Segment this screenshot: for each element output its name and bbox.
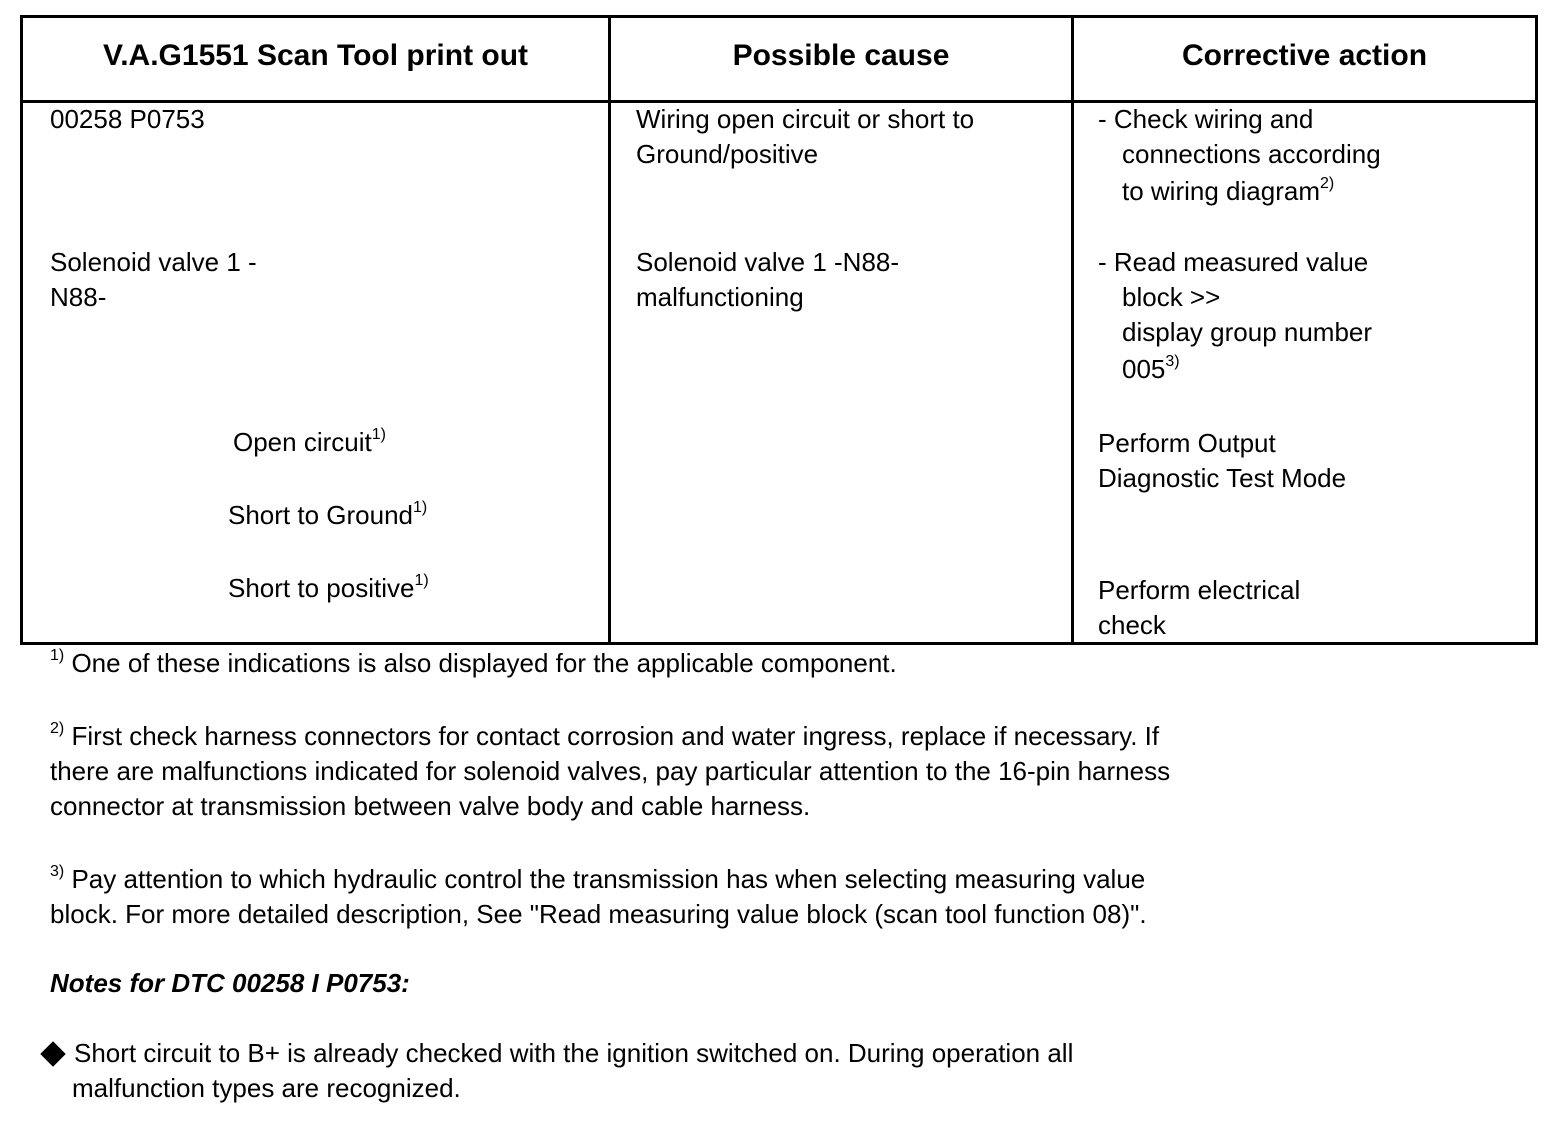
- footnote-2-line3: connector at transmission between valve body and cable harness.: [50, 791, 811, 821]
- footnote-3-line2: block. For more detailed description, See "Read measuring value block (scan tool function 08)".: [50, 899, 1147, 929]
- dtc-code: 00258 P0753: [50, 104, 205, 134]
- cause-valve-line2: malfunctioning: [636, 282, 804, 312]
- footnote-1: $^{1)}$ One of these indications is also displayed for the applicable component.: [50, 647, 897, 678]
- footnote-2-line1: $^{2)}$ First check harness connectors for contact corrosion and water ingress, replace if necessary. If: [50, 720, 1160, 751]
- footnote-2-line2: there are malfunctions indicated for solenoid valves, pay particular attention to the 16-pin harness: [50, 756, 1171, 786]
- action-check-wiring-line3: to wiring diagram$^{2)}$: [1122, 175, 1335, 206]
- cause-valve-line1: Solenoid valve 1 -N88-: [636, 247, 900, 277]
- open-circuit-label: Open circuit$^{1)}$: [233, 426, 386, 457]
- component-name-line1: Solenoid valve 1 -: [50, 247, 257, 277]
- footnote-3-line1: $^{3)}$ Pay attention to which hydraulic control the transmission has when selecting measuring value: [50, 863, 1146, 894]
- header-scan-tool: V.A.G1551 Scan Tool print out: [102, 39, 529, 72]
- action-check-wiring-line1: - Check wiring and: [1098, 104, 1314, 134]
- note-bullet-line1: Short circuit to B+ is already checked with the ignition switched on. During operation all: [74, 1038, 1074, 1068]
- action-read-value-line3: display group number: [1122, 317, 1373, 347]
- note-bullet-line2: malfunction types are recognized.: [72, 1073, 461, 1103]
- action-electrical-check-line2: check: [1098, 610, 1166, 640]
- header-possible-cause: Possible cause: [732, 39, 950, 72]
- component-name-line2: N88-: [50, 282, 107, 312]
- action-read-value-line2: block >>: [1122, 282, 1221, 312]
- notes-title: Notes for DTC 00258 I P0753:: [50, 968, 410, 998]
- action-output-test-line2: Diagnostic Test Mode: [1098, 463, 1347, 493]
- action-output-test-line1: Perform Output: [1098, 428, 1276, 458]
- short-positive-label: Short to positive$^{1)}$: [228, 572, 429, 603]
- action-read-value-line1: - Read measured value: [1098, 247, 1369, 277]
- action-check-wiring-line2: connections according: [1122, 139, 1381, 169]
- action-electrical-check-line1: Perform electrical: [1098, 575, 1301, 605]
- cause-wiring-line2: Ground/positive: [636, 139, 819, 169]
- header-corrective-action: Corrective action: [1181, 39, 1428, 72]
- short-ground-label: Short to Ground$^{1)}$: [228, 499, 428, 530]
- cause-wiring-line1: Wiring open circuit or short to: [636, 104, 975, 134]
- action-read-value-line4: 005$^{3)}$: [1122, 353, 1180, 384]
- diamond-bullet-icon: [40, 1041, 65, 1066]
